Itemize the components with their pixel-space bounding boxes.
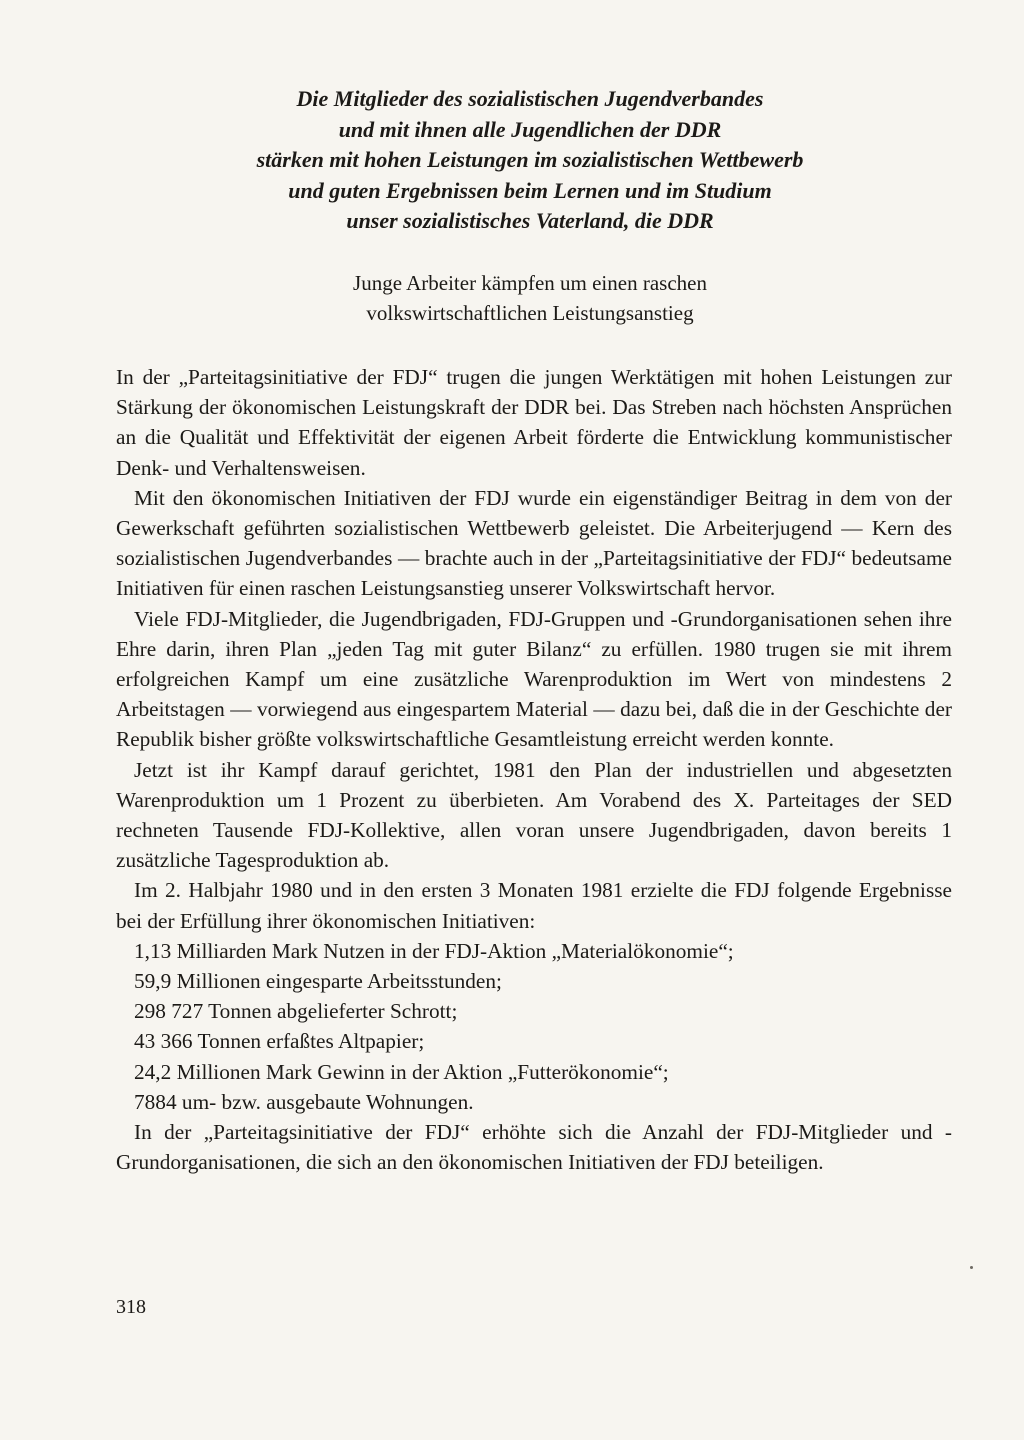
paragraph: Mit den ökonomischen Initiativen der FDJ wurde ein eigenständiger Beitrag in dem von der Gewerkschaft geführten sozialistischen Wettbewerb geleistet. Die Arbeiterjugend — Kern des sozialistischen Jugendverbandes — brachte auch in der „Parteitagsinitiative der FDJ“ bedeutsame Initiativen für einen raschen Leistungsanstieg unserer Volkswirtschaft hervor.	[116, 485, 952, 601]
results-list	[116, 936, 952, 1117]
scan-mark	[970, 1266, 973, 1269]
list-item: 1,13 Milliarden Mark Nutzen in der FDJ-Aktion „Materialökonomie“;	[134, 938, 734, 963]
list-item: 24,2 Millionen Mark Gewinn in der Aktion „Futterökonomie“;	[134, 1059, 669, 1084]
heading-line: Die Mitglieder des sozialistischen Jugendverbandes	[296, 86, 764, 111]
heading-line: und mit ihnen alle Jugendlichen der DDR	[338, 116, 722, 142]
paragraph: Viele FDJ-Mitglieder, die Jugendbrigaden, FDJ-Gruppen und -Grundorganisationen sehen ihre Ehre darin, ihren Plan „jeden Tag mit guter Bilanz“ zu erfüllen. 1980 trugen sie mit ihrem erfolgreichen Kampf um eine zusätzliche Warenproduktion im Wert von mindestens 2 Arbeitstagen — vorwiegend aus eingespartem Material — dazu bei, daß die in der Geschichte der Republik bisher größte volkswirtschaftliche Gesamtleistung erreicht werden konnte.	[116, 606, 952, 752]
list-item: 7884 um- bzw. ausgebaute Wohnungen.	[134, 1089, 474, 1114]
list-item: 298 727 Tonnen abgelieferter Schrott;	[134, 999, 458, 1024]
paragraph: In der „Parteitagsinitiative der FDJ“ trugen die jungen Werktätigen mit hohen Leistungen zur Stärkung der ökonomischen Leistungskraft der DDR bei. Das Streben nach höchsten Ansprüchen an die Qualität und Effektivität der eigenen Arbeit förderte die Entwicklung kommunistischer Denk- und Verhaltensweisen.	[116, 365, 952, 480]
heading-line: und guten Ergebnissen beim Lernen und im Studium	[288, 177, 772, 203]
paragraph: Jetzt ist ihr Kampf darauf gerichtet, 1981 den Plan der industriellen und abgesetzten Warenproduktion um 1 Prozent zu überbieten. Am Vorabend des X. Parteitages der SED rechneten Tausende FDJ-Kollektive, allen voran unsere Jugendbrigaden, davon bereits 1 zusätzliche Tagesproduktion ab.	[116, 757, 952, 873]
chapter-heading	[170, 84, 890, 237]
subheading-line: Junge Arbeiter kämpfen um einen raschen	[353, 271, 707, 295]
page-number: 318	[116, 1296, 146, 1318]
subheading-line: volkswirtschaftlichen Leistungsanstieg	[366, 301, 694, 325]
paragraph: Im 2. Halbjahr 1980 und in den ersten 3 Monaten 1981 erzielte die FDJ folgende Ergebnisse bei der Erfüllung ihrer ökonomischen Initiativen:	[116, 878, 952, 933]
list-item: 43 366 Tonnen erfaßtes Altpapier;	[134, 1029, 425, 1054]
closing-paragraph: In der „Parteitagsinitiative der FDJ“ erhöhte sich die Anzahl der FDJ-Mitglieder und -Grundorganisationen, die sich an den ökonomischen Initiativen der FDJ beteiligen.	[116, 1120, 952, 1175]
heading-line: unser sozialistisches Vaterland, die DDR	[346, 208, 714, 233]
body-text	[116, 362, 952, 1177]
heading-line: stärken mit hohen Leistungen im sozialistischen Wettbewerb	[256, 147, 804, 172]
section-subheading	[170, 268, 890, 328]
list-item: 59,9 Millionen eingesparte Arbeitsstunden;	[134, 969, 502, 994]
